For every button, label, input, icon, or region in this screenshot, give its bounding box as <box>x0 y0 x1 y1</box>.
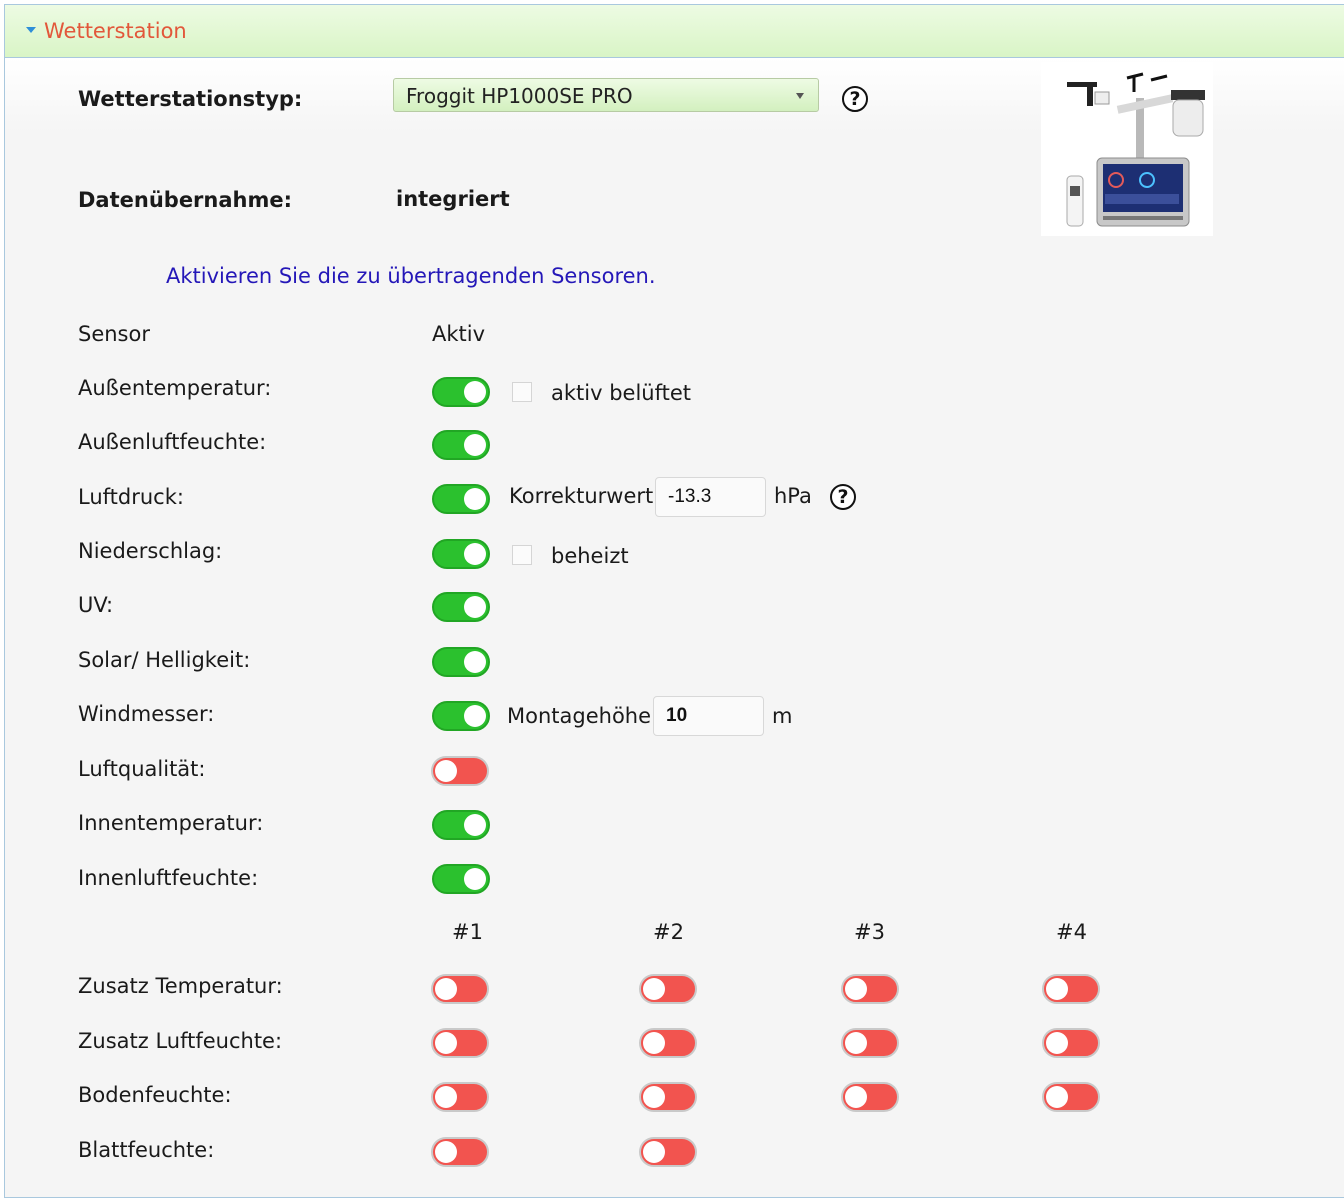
toggle-switch[interactable] <box>432 592 490 622</box>
channel-toggle[interactable] <box>431 1082 489 1112</box>
sensor-label: Luftqualität: <box>78 757 206 781</box>
data-import-label: Datenübernahme: <box>78 188 293 212</box>
channel-toggle[interactable] <box>841 974 899 1004</box>
extra-sensor-label: Bodenfeuchte: <box>78 1083 232 1107</box>
mount-height-input[interactable] <box>653 696 764 736</box>
toggle-switch[interactable] <box>432 810 490 840</box>
toggle-switch[interactable] <box>431 756 489 786</box>
column-sensor-header: Sensor <box>78 322 150 346</box>
channel-toggle[interactable] <box>639 1028 697 1058</box>
sensor-label: Windmesser: <box>78 702 215 726</box>
channel-toggle[interactable] <box>1042 974 1100 1004</box>
sensor-label: Innenluftfeuchte: <box>78 866 259 890</box>
mount-height-label: Montagehöhe <box>507 704 652 728</box>
sensor-label: Luftdruck: <box>78 485 184 509</box>
sensor-label: Außenluftfeuchte: <box>78 430 267 454</box>
panel-header[interactable] <box>5 5 1344 58</box>
sensor-label: Außentemperatur: <box>78 376 272 400</box>
channel-toggle[interactable] <box>841 1028 899 1058</box>
toggle-switch[interactable] <box>432 864 490 894</box>
pressure-unit: hPa <box>774 484 812 508</box>
ventilated-checkbox[interactable] <box>512 382 532 402</box>
data-import-value: integriert <box>396 187 510 211</box>
collapse-arrow-icon[interactable] <box>26 27 36 33</box>
extra-sensor-label: Zusatz Luftfeuchte: <box>78 1029 283 1053</box>
channel-header-3: #3 <box>854 920 885 944</box>
station-type-label: Wetterstationstyp: <box>78 87 303 111</box>
channel-toggle[interactable] <box>841 1082 899 1112</box>
channel-header-1: #1 <box>452 920 483 944</box>
channel-toggle[interactable] <box>639 1137 697 1167</box>
channel-toggle[interactable] <box>431 1028 489 1058</box>
toggle-switch[interactable] <box>432 430 490 460</box>
panel-title: Wetterstation <box>44 19 187 43</box>
toggle-switch[interactable] <box>432 647 490 677</box>
station-type-select[interactable] <box>393 78 819 112</box>
channel-toggle[interactable] <box>431 1137 489 1167</box>
sensor-label: Niederschlag: <box>78 539 223 563</box>
correction-label: Korrekturwert <box>509 484 654 508</box>
question-circle-icon[interactable]: ? <box>842 86 868 112</box>
correction-input[interactable] <box>655 477 766 517</box>
instruction-text: Aktivieren Sie die zu übertragenden Sensoren. <box>166 264 656 288</box>
weather-station-image <box>1041 62 1213 236</box>
extra-sensor-label: Zusatz Temperatur: <box>78 974 283 998</box>
channel-toggle[interactable] <box>1042 1028 1100 1058</box>
sensor-label: Solar/ Helligkeit: <box>78 648 251 672</box>
height-unit: m <box>772 704 793 728</box>
heated-checkbox[interactable] <box>512 545 532 565</box>
toggle-switch[interactable] <box>432 539 490 569</box>
column-active-header: Aktiv <box>432 322 486 346</box>
sensor-label: Innentemperatur: <box>78 811 264 835</box>
channel-header-2: #2 <box>653 920 684 944</box>
toggle-switch[interactable] <box>432 701 490 731</box>
toggle-switch[interactable] <box>432 377 490 407</box>
channel-header-4: #4 <box>1056 920 1087 944</box>
extra-sensor-label: Blattfeuchte: <box>78 1138 215 1162</box>
question-circle-icon[interactable]: ? <box>830 484 856 510</box>
sensor-label: UV: <box>78 593 114 617</box>
heated-label: beheizt <box>551 544 629 568</box>
ventilated-label: aktiv belüftet <box>551 381 692 405</box>
channel-toggle[interactable] <box>1042 1082 1100 1112</box>
channel-toggle[interactable] <box>639 974 697 1004</box>
weather-station-image-svg <box>1041 62 1213 236</box>
channel-toggle[interactable] <box>431 974 489 1004</box>
station-type-selected: Froggit HP1000SE PRO <box>406 84 633 108</box>
channel-toggle[interactable] <box>639 1082 697 1112</box>
chevron-down-icon <box>796 93 804 99</box>
toggle-switch[interactable] <box>432 484 490 514</box>
